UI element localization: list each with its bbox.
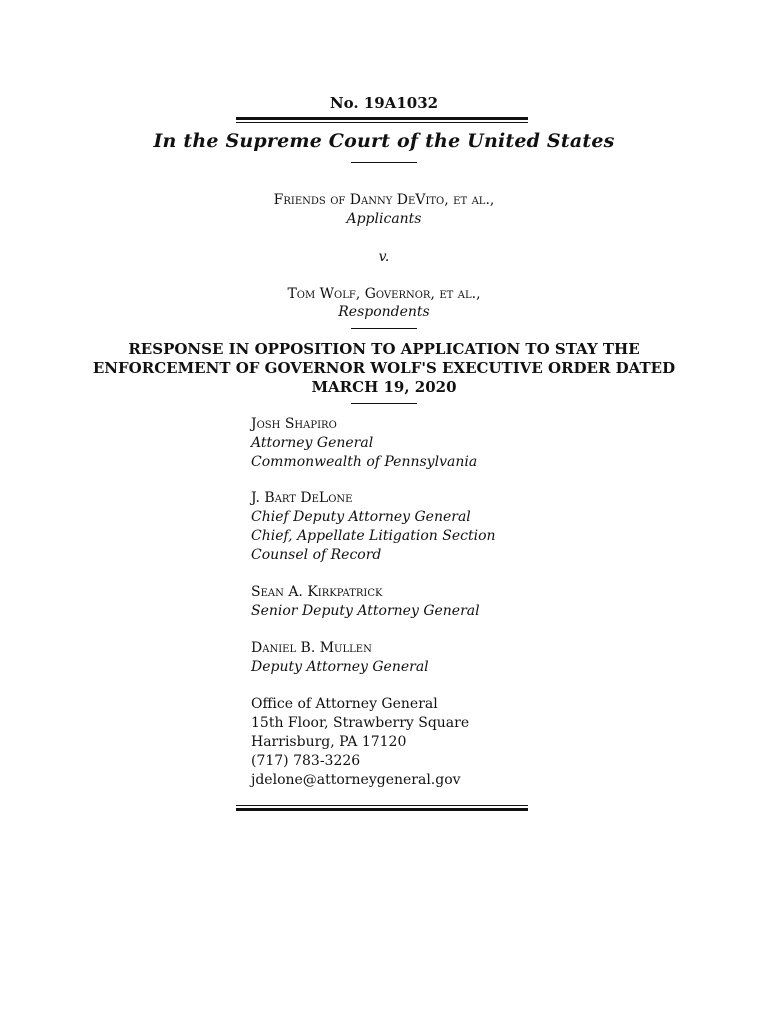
office-email: jdelone@attorneygeneral.gov	[251, 772, 461, 788]
office-line: 15th Floor, Strawberry Square	[251, 715, 470, 731]
counsel-title: Counsel of Record	[251, 547, 382, 563]
respondents-role: Respondents	[338, 304, 430, 320]
respondents-name: Tom Wolf, Governor, et al.,	[287, 286, 481, 302]
counsel-block-shapiro	[251, 415, 477, 472]
docket-number: No. 19A1032	[329, 94, 439, 112]
office-line: (717) 783-3226	[251, 753, 361, 769]
title-line: ENFORCEMENT OF GOVERNOR WOLF'S EXECUTIVE ORDER DATED	[92, 359, 676, 377]
office-address-block	[251, 695, 469, 790]
counsel-title: Commonwealth of Pennsylvania	[251, 454, 478, 470]
divider-rule	[351, 403, 417, 404]
top-double-rule	[236, 117, 528, 123]
counsel-name: J. Bart DeLone	[251, 490, 353, 506]
office-line: Office of Attorney General	[251, 696, 438, 712]
title-line: RESPONSE IN OPPOSITION TO APPLICATION TO STAY THE	[128, 340, 640, 358]
counsel-title: Attorney General	[251, 435, 374, 451]
counsel-block-kirkpatrick	[251, 583, 480, 621]
counsel-title: Senior Deputy Attorney General	[251, 603, 480, 619]
counsel-name: Sean A. Kirkpatrick	[251, 584, 383, 600]
counsel-title: Deputy Attorney General	[251, 659, 429, 675]
title-line: MARCH 19, 2020	[311, 378, 457, 396]
applicants-name: Friends of Danny DeVito, et al.,	[273, 192, 495, 208]
divider-rule	[351, 162, 417, 163]
counsel-block-mullen	[251, 639, 429, 677]
counsel-name: Daniel B. Mullen	[251, 640, 372, 656]
versus-label: v.	[378, 249, 390, 265]
bottom-double-rule	[236, 805, 528, 811]
applicants-role: Applicants	[346, 211, 422, 227]
counsel-name: Josh Shapiro	[251, 416, 337, 432]
counsel-title: Chief, Appellate Litigation Section	[251, 528, 496, 544]
counsel-block-delone	[251, 489, 496, 565]
counsel-title: Chief Deputy Attorney General	[251, 509, 471, 525]
office-line: Harrisburg, PA 17120	[251, 734, 407, 750]
court-name: In the Supreme Court of the United States	[153, 130, 615, 152]
document-title	[0, 340, 768, 397]
divider-rule	[351, 328, 417, 329]
